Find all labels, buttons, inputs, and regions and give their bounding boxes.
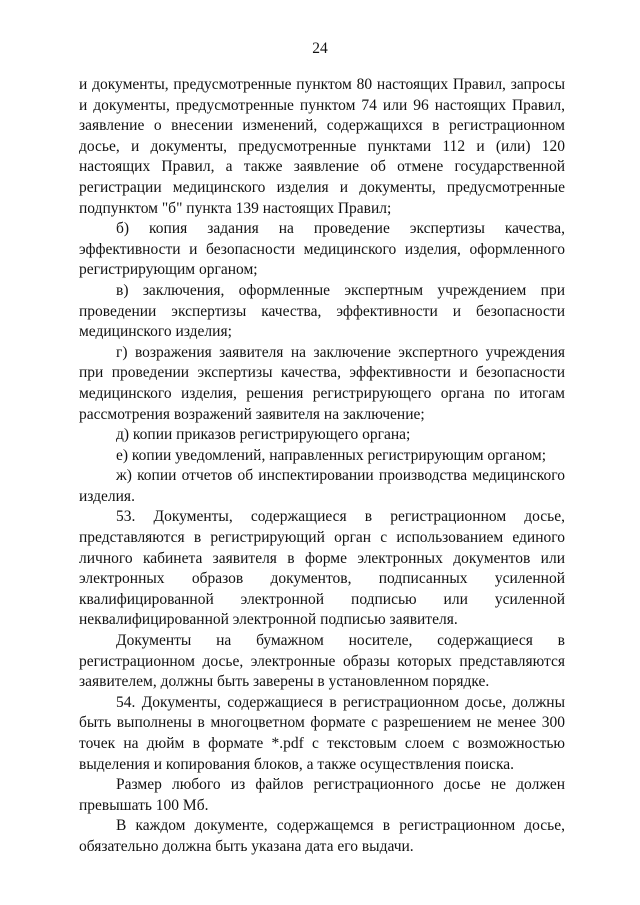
- paragraph-item-v: в) заключения, оформленные экспертным учреждением при проведении экспертизы качества, эффективности и безопасности медицинского изделия;: [79, 281, 565, 341]
- paragraph-item-e: е) копии уведомлений, направленных регистрирующим органом;: [116, 446, 547, 464]
- paragraph-item-d: д) копии приказов регистрирующего органа;: [116, 426, 411, 444]
- paragraph-section-54: 54. Документы, содержащиеся в регистрационном досье, должны быть выполнены в многоцветном формате с разрешением не менее 300 точек на дюйм в формате *.pdf с текстовым слоем с возможностью выделения и копирования блоков, а также осуществления поиска.: [79, 693, 565, 773]
- paragraph-item-zh: ж) копии отчетов об инспектировании производства медицинского изделия.: [79, 467, 565, 505]
- paragraph-item-b: б) копия задания на проведение экспертизы качества, эффективности и безопасности медицинского изделия, оформленного регистрирующим органом;: [79, 220, 565, 279]
- document-body: [79, 75, 565, 858]
- paragraph-continuation: и документы, предусмотренные пунктом 80 настоящих Правил, запросы и документы, предусмотренные пунктом 74 или 96 настоящих Правил, заявление о внесении изменений, содержащихся в регистрационном досье, и документы, предусмотренные пунктами 112 и (или) 120 настоящих Правил, а также заявление об отмене государственной регистрации медицинского изделия и документы, предусмотренные подпунктом "б" пункта 139 настоящих Правил;: [79, 76, 565, 217]
- page-number: 24: [312, 40, 328, 57]
- paragraph-section-53: 53. Документы, содержащиеся в регистрационном досье, представляются в регистрирующий орган с использованием единого личного кабинета заявителя в форме электронных документов или электронных образов документов, подписанных усиленной квалифицированной электронной подписью или усиленной неквалифицированной электронной подписью заявителя.: [79, 508, 565, 629]
- paragraph-issue-date: В каждом документе, содержащемся в регистрационном досье, обязательно должна быть указана дата его выдачи.: [79, 817, 565, 855]
- paragraph-item-g: г) возражения заявителя на заключение экспертного учреждения при проведении экспертизы качества, эффективности и безопасности медицинского изделия, решения регистрирующего органа по итогам рассмотрения возражений заявителя на заключение;: [79, 343, 565, 423]
- paragraph-paper-documents: Документы на бумажном носителе, содержащиеся в регистрационном досье, электронные образы которых представляются заявителем, должны быть заверены в установленном порядке.: [79, 632, 565, 691]
- paragraph-file-size: Размер любого из файлов регистрационного досье не должен превышать 100 Мб.: [79, 776, 565, 814]
